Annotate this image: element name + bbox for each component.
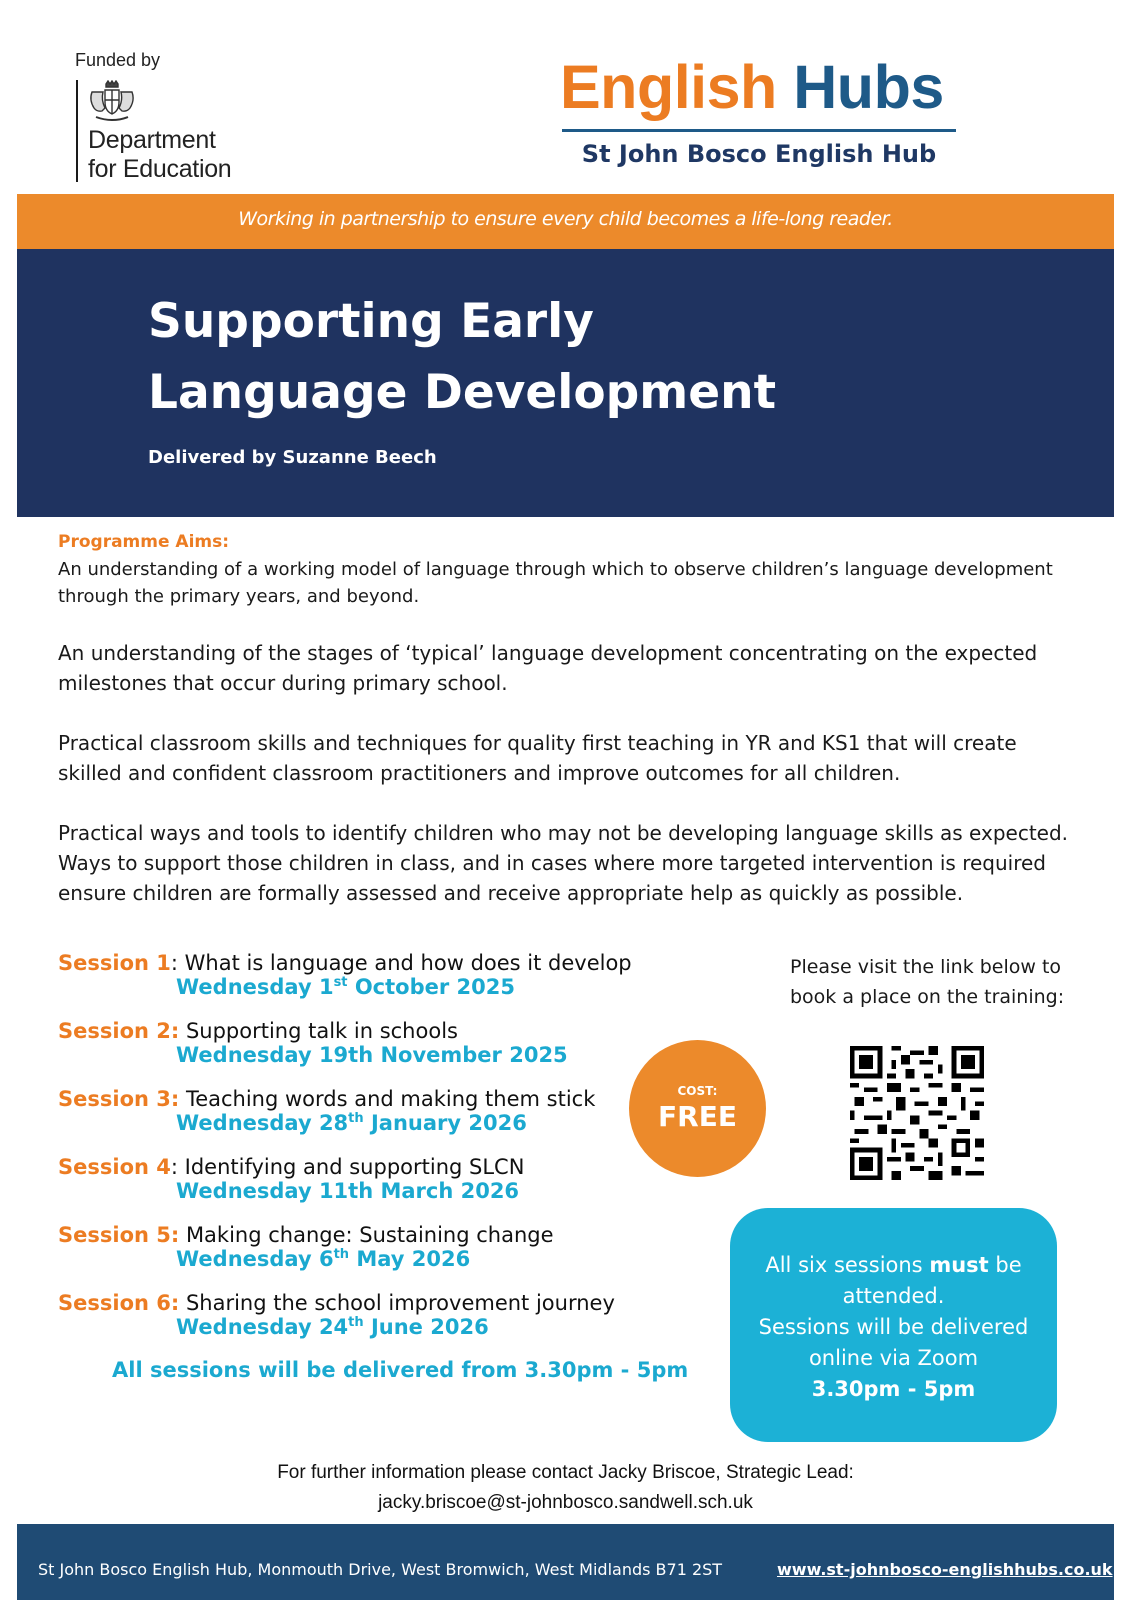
dfe-line2: for Education [88,155,232,183]
aim-paragraph-4: Practical ways and tools to identify children who may not be developing language skills as expected. Ways to support those children in class, and in cases where more targeted intervention is required ensure children are formally assessed and receive appropriate help as quickly as possible. [58,821,1069,905]
dfe-line1: Department [88,126,216,154]
session-item [58,1087,678,1135]
tagline: Working in partnership to ensure every child becomes a life-long reader. [238,208,893,230]
session-topic: Teaching words and making them stick [179,1087,596,1111]
session-item [58,1019,678,1067]
aim-paragraph-2: An understanding of the stages of ‘typical’ language development concentrating on the expected milestones that occur during primary school. [58,641,1038,695]
session-label: Session 2: [58,1019,180,1043]
session-label: Session 3: [58,1087,180,1111]
zoom-info-box [730,1208,1057,1442]
session-item [58,1155,678,1203]
session-date: Wednesday 6th May 2026 [176,1247,471,1271]
session-times-note: All sessions will be delivered from 3.30pm - 5pm [112,1358,689,1382]
session-item [58,951,678,999]
logo-underline [562,129,956,132]
zoom-line3: Sessions will be delivered [758,1315,1029,1339]
session-item [58,1223,678,1271]
dfe-divider [76,80,78,182]
footer-website-link[interactable]: www.st-johnbosco-englishhubs.co.uk [777,1560,1113,1579]
booking-line2: book a place on the training: [790,986,1065,1008]
booking-text [790,952,1090,1012]
session-sep: : [170,951,178,975]
cost-label: COST: [677,1084,718,1098]
session-topic: Sharing the school improvement journey [179,1291,615,1315]
zoom-line4: online via Zoom [808,1346,979,1370]
session-date: Wednesday 19th November 2025 [176,1043,568,1067]
session-label: Session 5: [58,1223,180,1247]
delivered-by: Delivered by Suzanne Beech [148,447,437,468]
session-label: Session 4 [58,1155,171,1179]
royal-coat-of-arms-icon [86,80,138,124]
english-hubs-logo [560,52,944,122]
aim-paragraph-1: An understanding of a working model of language through which to observe children’s language development through the primary years, and beyond. [58,559,1053,607]
session-topic: Supporting talk in schools [179,1019,458,1043]
contact-email[interactable]: jacky.briscoe@st-johnbosco.sandwell.sch.uk [378,1492,753,1513]
logo-word-hubs: Hubs [793,53,944,121]
title-line1: Supporting Early [148,294,594,349]
title-line2: Language Development [148,365,777,420]
session-date: Wednesday 11th March 2026 [176,1179,520,1203]
session-topic: Making change: Sustaining change [179,1223,554,1247]
contact-info [0,1458,1131,1518]
zoom-line5: 3.30pm - 5pm [811,1377,976,1401]
aim-paragraph-3: Practical classroom skills and techniques for quality first teaching in YR and KS1 that will create skilled and confident classroom practitioners and improve outcomes for all children. [58,731,1017,785]
session-label: Session 6: [58,1291,180,1315]
session-date: Wednesday 28th January 2026 [176,1111,527,1135]
contact-line: For further information please contact Jacky Briscoe, Strategic Lead: [277,1462,854,1483]
qr-code-icon[interactable] [850,1046,984,1180]
dfe-name [88,126,231,184]
cost-badge [629,1040,766,1177]
session-topic: Identifying and supporting SLCN [177,1155,525,1179]
logo-word-english: English [560,53,777,121]
zoom-line1: All six sessions must be [765,1253,1022,1277]
session-date: Wednesday 24th June 2026 [176,1315,489,1339]
session-label: Session 1 [58,951,171,975]
footer-address: St John Bosco English Hub, Monmouth Drive, West Bromwich, West Midlands B71 2ST [38,1560,723,1579]
session-sep: : [170,1155,178,1179]
funded-by-label: Funded by [75,50,161,70]
session-item [58,1291,678,1339]
zoom-line2: attended. [842,1284,945,1308]
session-topic: What is language and how does it develop [177,951,632,975]
session-date: Wednesday 1st October 2025 [176,975,515,999]
cost-value: FREE [658,1100,737,1133]
hub-subtitle: St John Bosco English Hub [581,140,937,168]
booking-line1: Please visit the link below to [790,956,1062,978]
aims-heading: Programme Aims: [58,532,230,552]
page-title [148,286,776,428]
